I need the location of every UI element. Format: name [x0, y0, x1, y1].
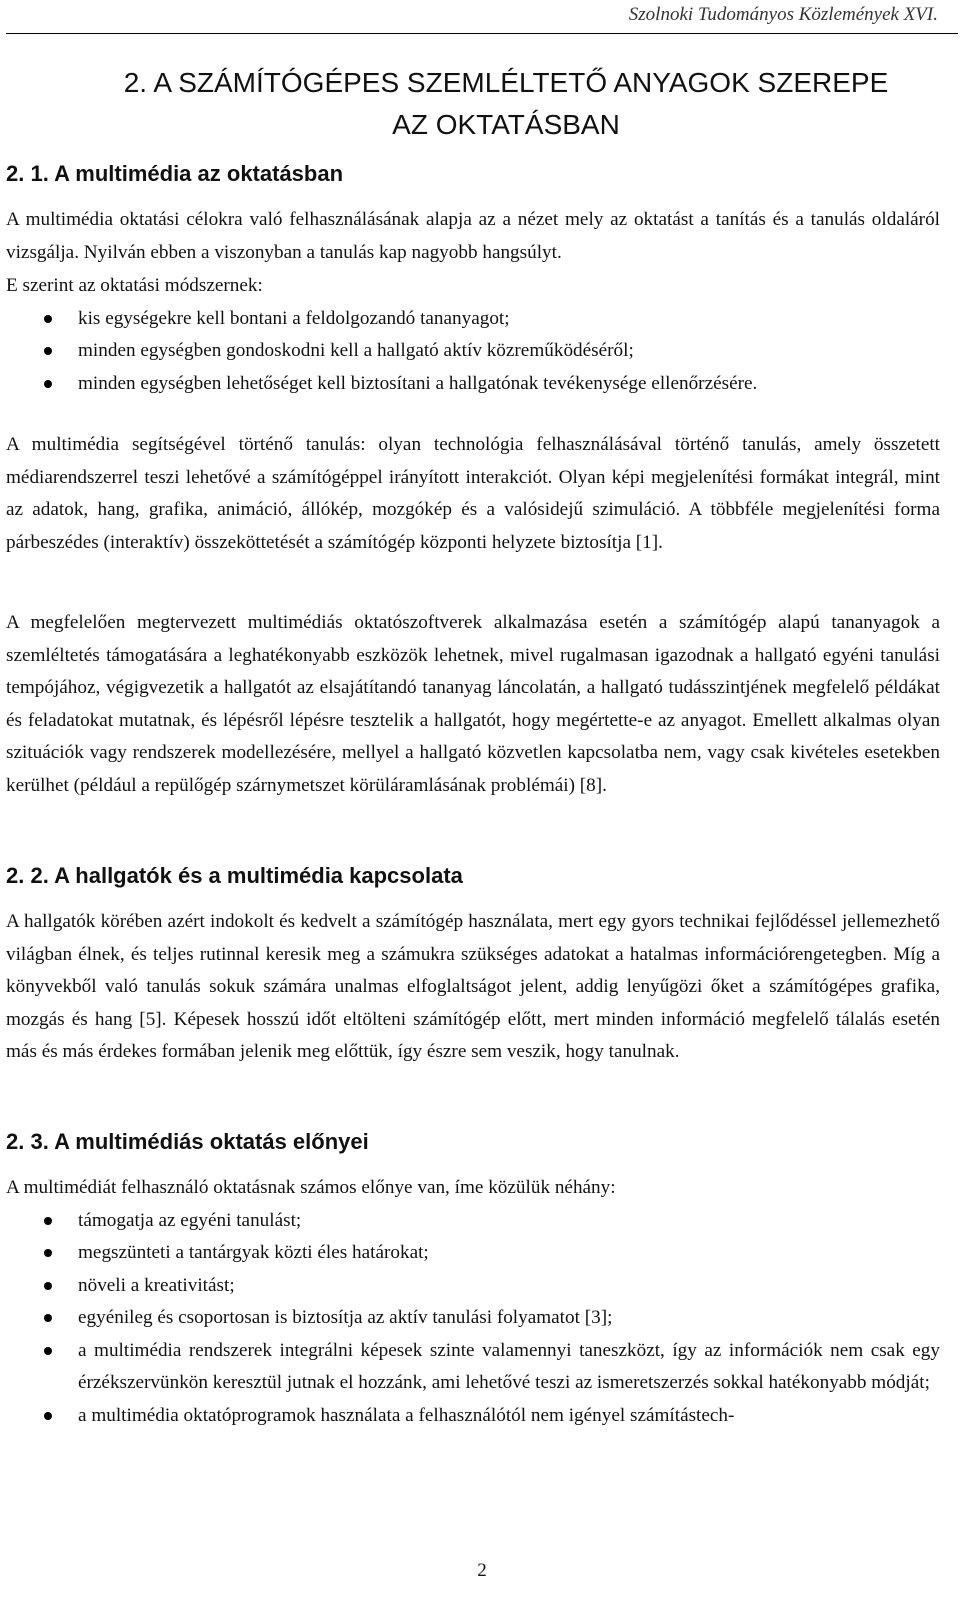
list-item: a multimédia oktatóprogramok használata a felhasználótól nem igényel számítástech-: [6, 1400, 940, 1433]
list-item: a multimédia rendszerek integrálni képesek szinte valamennyi taneszközt, így az információk nem csak egy érzékszervünkön keresztül jutnak el hozzánk, ami lehetővé teszi az ismeretszerzés sokkal hatékonyabb módját;: [6, 1335, 940, 1400]
bullet-icon: [44, 1282, 52, 1290]
bullet-icon: [44, 1314, 52, 1322]
section2-paragraph-1: A hallgatók körében azért indokolt és kedvelt a számítógép használata, mert egy gyors technikai fejlődéssel jellemezhető világban élnek, és teljes rutinnal keresik meg a számukra szükséges adatokat a hatalmas információrengetegben. Míg a könyvekből való tanulás sokuk számára unalmas elfoglaltságot jelent, addig lenyűgözi őket a számítógépes grafika, mozgás és hang [5]. Képesek hosszú időt eltölteni számítógép előtt, mert minden információ megfelelő tálalás esetén más és más érdekes formában jelenik meg előttük, így észre sem veszik, hogy tanulnak.: [6, 911, 940, 1062]
section1-bullet-list: [6, 303, 940, 401]
section-title-2-3: 2. 3. A multimédiás oktatás előnyei: [6, 1129, 369, 1154]
list-item: növeli a kreativitást;: [6, 1270, 940, 1303]
bullet-icon: [44, 315, 52, 323]
section3-list-intro: A multimédiát felhasználó oktatásnak számos előnye van, íme közülük néhány:: [6, 1177, 616, 1198]
section1-paragraph-3: A megfelelően megtervezett multimédiás oktatószoftverek alkalmazása esetén a számítógép alapú tananyagok a szemléltetés támogatására a leghatékonyabb eszközök lehetnek, mivel rugalmasan igazodnak a hallgató egyéni tanulási tempójához, végigvezetik a hallgatót az elsajátítandó tananyag láncolatán, a hallgató tudásszintjének megfelelő példákat és feladatokat mutatnak, és lépésről lépésre tesztelik a hallgatót, hogy megértette-e az anyagot. Emellett alkalmas olyan szituációk vagy rendszerek modellezésére, mellyel a hallgató közvetlen kapcsolatba nem, vagy csak kivételes esetekben kerülhet (például a repülőgép szárnymetszet körüláramlásának problémái) [8].: [6, 612, 940, 796]
section1-paragraph-2: A multimédia segítségével történő tanulás: olyan technológia felhasználásával történő tanulás, amely összetett médiarendszerrel teszi lehetővé a számítógéppel irányított interakciót. Olyan képi megjelenítési formákat integrál, mint az adatok, hang, grafika, animáció, állókép, mozgókép és a valósidejű szimuláció. A többféle megjelenítési forma párbeszédes (interaktív) összeköttetését a számítógép központi helyzete biztosítja [1].: [6, 434, 940, 553]
bullet-icon: [44, 1217, 52, 1225]
section1-list-block: [6, 270, 940, 400]
page-number: 2: [477, 1560, 487, 1581]
section-title-2-2: 2. 2. A hallgatók és a multimédia kapcsolata: [6, 863, 463, 888]
list-item: egyénileg és csoportosan is biztosítja az aktív tanulási folyamatot [3];: [6, 1302, 940, 1335]
list-item: minden egységben lehetőséget kell biztosítani a hallgatónak tevékenysége ellenőrzésére.: [6, 368, 940, 401]
bullet-icon: [44, 347, 52, 355]
section-title-2-1: 2. 1. A multimédia az oktatásban: [6, 161, 344, 186]
running-header: Szolnoki Tudományos Közlemények XVI.: [628, 4, 938, 25]
list-item: támogatja az egyéni tanulást;: [6, 1205, 940, 1238]
chapter-title-line-2: AZ OKTATÁSBAN: [392, 109, 620, 140]
bullet-icon: [44, 380, 52, 388]
section3-bullet-list: [6, 1205, 940, 1433]
section3-list-block: [6, 1172, 940, 1432]
chapter-title-line-1: 2. A SZÁMÍTÓGÉPES SZEMLÉLTETŐ ANYAGOK SZEREPE: [123, 67, 889, 98]
section1-paragraph-1: A multimédia oktatási célokra való felhasználásának alapja az a nézet mely az oktatást a tanítás és a tanulás oldaláról vizsgálja. Nyilván ebben a viszonyban a tanulás kap nagyobb hangsúlyt.: [6, 209, 940, 263]
header-rule: [6, 33, 958, 34]
bullet-icon: [44, 1347, 52, 1355]
bullet-icon: [44, 1412, 52, 1420]
section1-list-intro: E szerint az oktatási módszernek:: [6, 275, 263, 296]
bullet-icon: [44, 1249, 52, 1257]
chapter-title: [66, 62, 946, 146]
list-item: megszünteti a tantárgyak közti éles határokat;: [6, 1237, 940, 1270]
list-item: minden egységben gondoskodni kell a hallgató aktív közreműködéséről;: [6, 335, 940, 368]
list-item: kis egységekre kell bontani a feldolgozandó tananyagot;: [6, 303, 940, 336]
